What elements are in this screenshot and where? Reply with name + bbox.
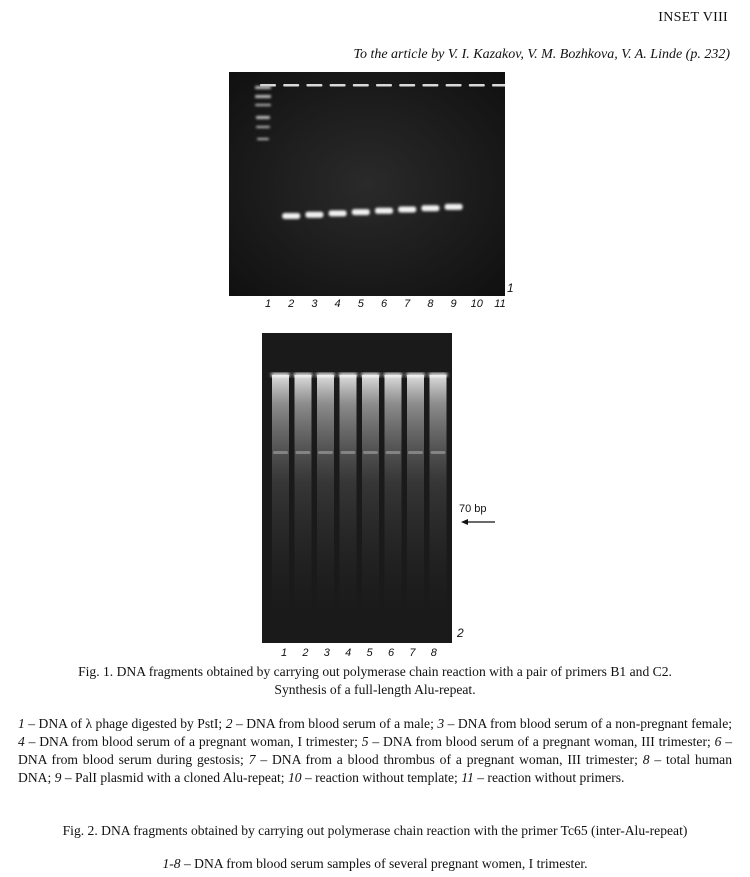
legend-number: 11 — [461, 770, 474, 785]
gel-well — [339, 373, 358, 377]
figure-2-lane-label: 1 — [280, 647, 288, 659]
legend-number: 5 — [361, 734, 369, 749]
legend-number: 8 — [642, 752, 650, 767]
figure-2-lane-label: 7 — [409, 647, 416, 659]
gel-well — [406, 373, 425, 377]
figure-1-lane-label: 2 — [288, 298, 295, 310]
figure-2-caption: Fig. 2. DNA fragments obtained by carrying out polymerase chain reaction with the primer Tc65 (inter-Alu-repeat) — [62, 823, 688, 838]
figure-1-lane-label: 10 — [470, 298, 483, 310]
figure-1-panel-number: 1 — [507, 281, 514, 295]
gel-well — [361, 373, 380, 377]
gel-smear — [272, 375, 289, 615]
gel-band — [408, 451, 423, 454]
gel-band — [421, 205, 439, 211]
legend-description: – reaction without primers. — [473, 770, 625, 785]
gel-well — [429, 373, 448, 377]
figure-1-caption — [18, 663, 732, 699]
inset-label: INSET VIII — [658, 10, 728, 25]
figure-1-lane-label: 9 — [450, 298, 457, 310]
gel-smear — [430, 375, 447, 615]
gel-band — [318, 451, 333, 454]
gel-image-figure-2 — [262, 333, 452, 643]
gel-smear — [340, 375, 357, 615]
legend-description: – total human DNA; — [18, 752, 732, 785]
figure-2-legend-text: – DNA from blood serum samples of several pregnant women, I trimester. — [180, 856, 588, 871]
figure-2-lane-label: 3 — [323, 647, 330, 659]
figure-1-lane-label: 6 — [380, 298, 388, 310]
figure-2-legend-range: 1-8 — [162, 856, 181, 871]
figure-2-lane-label: 8 — [430, 647, 437, 659]
gel-band — [445, 204, 463, 210]
gel-well — [306, 84, 322, 87]
figure-2-lane-label: 6 — [387, 647, 395, 659]
figure-1-lane-label: 7 — [404, 298, 411, 310]
legend-number: 1 — [18, 716, 25, 731]
legend-description: – DNA from a blood thrombus of a pregnant woman, III trimester; — [255, 752, 643, 767]
legend-description: – DNA from blood serum of a non-pregnant female; — [444, 716, 732, 731]
gel-smear — [362, 375, 379, 615]
figure-1-lane-label: 11 — [494, 298, 506, 310]
figure-1-lane-label: 1 — [264, 298, 272, 310]
legend-description: – reaction without template; — [301, 770, 462, 785]
legend-number: 9 — [54, 770, 62, 785]
gel-band — [329, 210, 347, 216]
gel-band — [341, 451, 356, 454]
arrow-left-icon — [461, 518, 495, 526]
figure-1-lane-label: 3 — [311, 298, 318, 310]
figure-1-lane-label: 8 — [427, 298, 434, 310]
gel-well — [469, 84, 485, 87]
legend-number: 4 — [18, 734, 25, 749]
figure-2-panel-number: 2 — [457, 626, 464, 640]
gel-smear — [407, 375, 424, 615]
legend-description: – DNA from blood serum of a male; — [232, 716, 438, 731]
figure-2-lane-label: 4 — [345, 647, 352, 659]
gel-band — [296, 451, 311, 454]
figure-1-caption-line-1: Fig. 1. DNA fragments obtained by carrying out polymerase chain reaction with a pair of primers B1 and C2. — [78, 664, 672, 679]
article-reference: To the article by V. I. Kazakov, V. M. Bozhkova, V. A. Linde (p. 232) — [353, 47, 730, 62]
gel-well — [376, 84, 392, 87]
figure-2-legend — [18, 855, 732, 873]
legend-number: 2 — [225, 716, 233, 731]
legend-number: 6 — [714, 734, 722, 749]
figure-1-lane-label: 5 — [357, 298, 364, 310]
gel-well — [316, 373, 335, 377]
legend-number: 7 — [248, 752, 256, 767]
gel-smear — [317, 375, 334, 615]
gel-well — [330, 84, 346, 87]
gel-well — [422, 84, 438, 87]
gel-band — [363, 451, 378, 454]
gel-band — [282, 213, 300, 219]
legend-number: 10 — [287, 770, 302, 785]
size-marker-label: 70 bp — [459, 503, 487, 515]
figure-1-caption-line-2: Synthesis of a full-length Alu-repeat. — [274, 682, 476, 697]
gel-well — [399, 84, 415, 87]
gel-well — [283, 84, 299, 87]
legend-description: – DNA from blood serum of a pregnant woman, I trimester; — [24, 734, 362, 749]
figure-1-lane-label: 4 — [334, 298, 341, 310]
legend-description: – DNA from blood serum during gestosis; — [18, 734, 732, 767]
figure-1-legend — [18, 715, 732, 787]
legend-description: – DNA from blood serum of a pregnant woman, III trimester; — [368, 734, 715, 749]
gel-band — [386, 451, 401, 454]
gel-well — [446, 84, 462, 87]
gel-band — [398, 207, 416, 213]
figure-2-lane-label: 2 — [302, 647, 309, 659]
gel-band — [305, 212, 323, 218]
gel-band — [375, 208, 393, 214]
legend-description: – PalI plasmid with a cloned Alu-repeat; — [61, 770, 288, 785]
gel-well — [294, 373, 313, 377]
gel-well — [353, 84, 369, 87]
gel-image-figure-1 — [229, 72, 505, 296]
gel-smear — [385, 375, 402, 615]
gel-smear — [295, 375, 312, 615]
legend-number: 3 — [437, 716, 445, 731]
gel-band — [273, 451, 288, 454]
gel-band — [352, 209, 370, 215]
gel-band — [431, 451, 446, 454]
legend-description: – DNA of λ phage digested by PstI; — [24, 716, 226, 731]
figure-2-lane-label: 5 — [366, 647, 373, 659]
gel-well — [384, 373, 403, 377]
gel-well — [271, 373, 290, 377]
gel-well — [492, 84, 505, 87]
